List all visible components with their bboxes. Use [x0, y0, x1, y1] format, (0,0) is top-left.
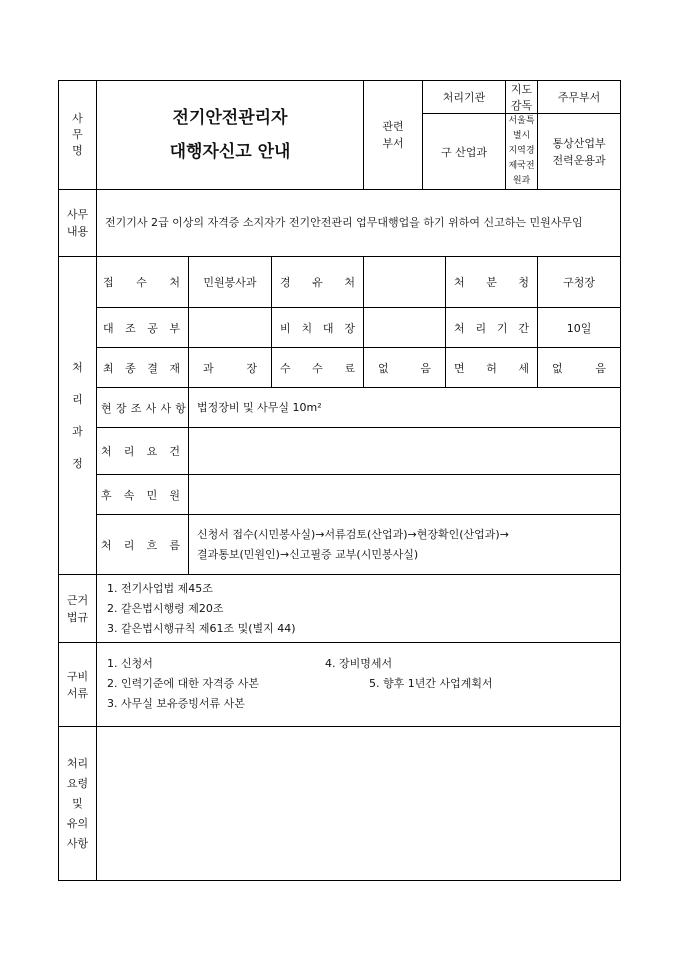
label-char: 사	[72, 112, 83, 125]
period-value: 10일	[538, 308, 621, 348]
label-char: 근거	[66, 593, 89, 607]
doc-item-2: 2. 인력기준에 대한 자격증 사본	[107, 676, 259, 690]
basis-list	[97, 575, 621, 643]
reception-label: 접 수 처	[97, 257, 189, 308]
notes-label	[59, 727, 97, 881]
document-title	[97, 81, 364, 190]
title-line-2: 대행자신고 안내	[169, 142, 291, 162]
doc-item-3: 3. 사무실 보유증빙서류 사본	[107, 696, 245, 710]
basis-item: 3. 같은법시행규칙 제61조 및(별지 44)	[107, 621, 296, 635]
label-char: 처	[72, 360, 83, 374]
flow-label: 처 리 흐 름	[97, 515, 189, 575]
requirement-value	[189, 428, 621, 475]
flow-value	[189, 515, 621, 575]
main-dept-line-1: 통상산업부	[552, 136, 606, 150]
label-char: 유의	[66, 816, 89, 830]
ledger-value	[189, 308, 272, 348]
approval-value: 과 장	[189, 348, 272, 388]
doc-item-4: 4. 장비명세서	[325, 656, 393, 670]
label-char: 사항	[66, 836, 89, 850]
basis-item: 1. 전기사업법 제45조	[107, 581, 213, 595]
label-char: 서류	[66, 686, 89, 700]
label-char: 정	[72, 456, 83, 470]
reception-value: 민원봉사과	[189, 257, 272, 308]
affair-name-label	[59, 81, 97, 190]
col-processing-agency: 처리기관	[423, 81, 506, 114]
via-value	[364, 257, 446, 308]
label-char: 사무	[66, 208, 89, 221]
affair-content-text: 전기기사 2급 이상의 자격증 소지자가 전기안전관리 업무대행업을 하기 위하여 신고하는 민원사무임	[97, 190, 621, 257]
label-char: 부서	[382, 137, 404, 150]
label-char: 무	[72, 128, 83, 141]
processing-agency-value: 구 산업과	[423, 114, 506, 190]
col-supervision: 지도감독	[506, 81, 538, 114]
basis-item: 2. 같은법시행령 제20조	[107, 601, 224, 615]
office-label: 처 분 청	[446, 257, 538, 308]
related-dept-label	[364, 81, 423, 190]
supervision-value	[506, 114, 538, 190]
label-char: 요령	[66, 776, 89, 790]
ledger-label: 대 조 공 부	[97, 308, 189, 348]
process-label	[59, 257, 97, 575]
label-char: 법규	[66, 610, 89, 624]
basis-label	[59, 575, 97, 643]
flow-line-1: 신청서 접수(시민봉사실)→서류검토(산업과)→현장확인(산업과)→	[197, 527, 509, 541]
label-char: 내용	[66, 225, 89, 238]
follow-value	[189, 475, 621, 515]
survey-label: 현 장 조 사 사 항	[97, 388, 189, 428]
period-label: 처 리 기 간	[446, 308, 538, 348]
via-label: 경 유 처	[272, 257, 364, 308]
fee-value: 없 음	[364, 348, 446, 388]
title-line-1: 전기안전관리자	[172, 108, 288, 128]
flow-line-2: 결과통보(민원인)→신고필증 교부(시민봉사실)	[197, 547, 419, 561]
record-label: 비 치 대 장	[272, 308, 364, 348]
main-dept-value	[538, 114, 621, 190]
affair-content-label	[59, 190, 97, 257]
doc-item-1: 1. 신청서	[107, 656, 153, 670]
label-char: 명	[72, 144, 83, 157]
label-char: 리	[72, 392, 83, 406]
supervision-line-1: 서울특별시	[508, 116, 535, 141]
record-value	[364, 308, 446, 348]
col-main-dept: 주무부서	[538, 81, 621, 114]
tax-label: 면 허 세	[446, 348, 538, 388]
survey-value: 법정장비 및 사무실 10m²	[189, 388, 621, 428]
tax-value: 없 음	[538, 348, 621, 388]
document	[58, 80, 620, 881]
label-char: 구비	[66, 669, 89, 683]
supervision-line-2: 지역경제국전원과	[508, 146, 535, 186]
doc-item-5: 5. 향후 1년간 사업계획서	[369, 676, 493, 690]
main-dept-line-2: 전력운용과	[552, 153, 606, 167]
approval-label: 최 종 결 재	[97, 348, 189, 388]
follow-label: 후 속 민 원	[97, 475, 189, 515]
office-value: 구청장	[538, 257, 621, 308]
fee-label: 수 수 료	[272, 348, 364, 388]
guide-table	[58, 80, 621, 881]
label-char: 및	[72, 796, 83, 810]
label-char: 과	[72, 424, 83, 438]
docs-list	[97, 643, 621, 727]
requirement-label: 처 리 요 건	[97, 428, 189, 475]
docs-label	[59, 643, 97, 727]
label-char: 관련	[382, 120, 404, 133]
notes-value	[97, 727, 621, 881]
label-char: 처리	[66, 756, 89, 770]
